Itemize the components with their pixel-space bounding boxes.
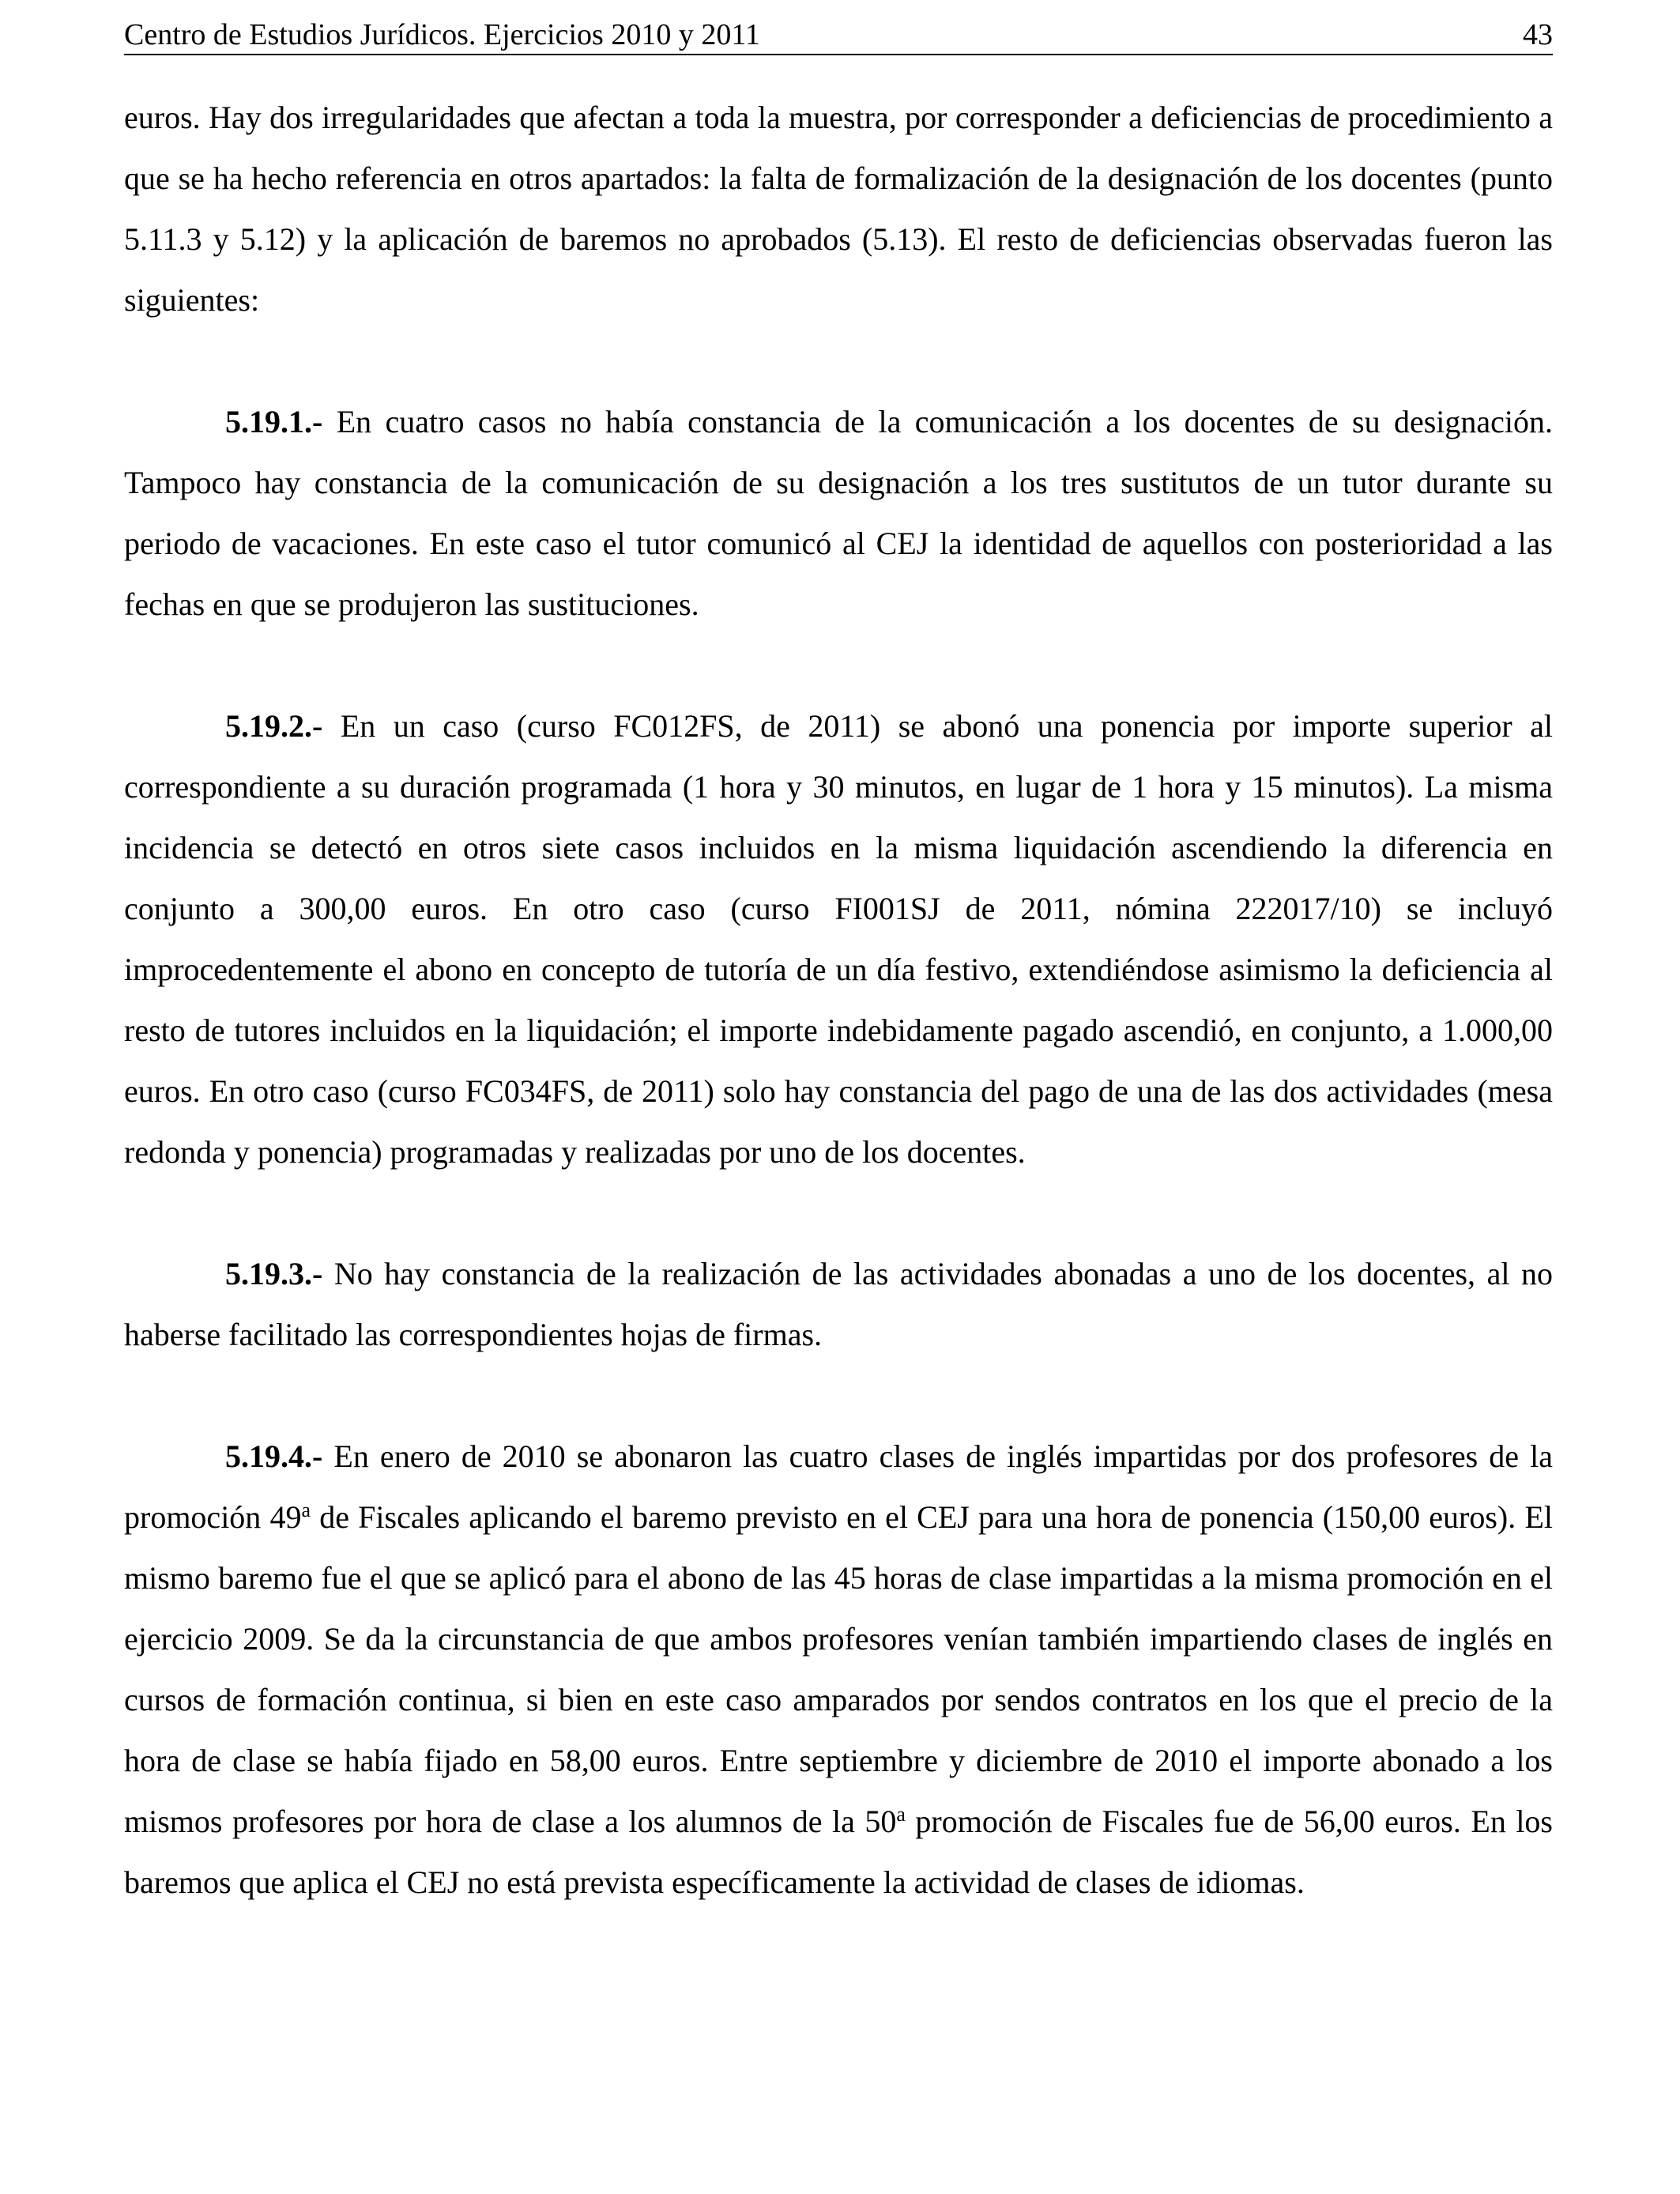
section-text: En cuatro casos no había constancia de la comunicación a los docentes de su designación. Tampoco hay constancia de la comunicación de su designación a los tres sustitutos de un tutor durante su periodo de vacaciones. En este caso el tutor comunicó al CEJ la identidad de aquellos con posterioridad a las fechas en que se produjeron las sustituciones. xyxy=(124,404,1554,622)
section-text: En un caso (curso FC012FS, de 2011) se abonó una ponencia por importe superior al correspondiente a su duración programada (1 hora y 30 minutos, en lugar de 1 hora y 15 minutos). La misma incidencia se detectó en otros siete casos incluidos en la misma liquidación ascendiendo la diferencia en conjunto a 300,00 euros. En otro caso (curso FI001SJ de 2011, nómina 222017/10) se incluyó improcedentemente el abono en concepto de tutoría de un día festivo, extendiéndose asimismo la deficiencia al resto de tutores incluidos en la liquidación; el importe indebidamente pagado ascendió, en conjunto, a 1.000,00 euros. En otro caso (curso FC034FS, de 2011) solo hay constancia del pago de una de las dos actividades (mesa redonda y ponencia) programadas y realizadas por uno de los docentes. xyxy=(124,708,1554,1170)
paragraph-5-19-4 xyxy=(124,1426,1553,1913)
section-text: No hay constancia de la realización de las actividades abonadas a uno de los docentes, al no haberse facilitado las correspondientes hojas de firmas. xyxy=(124,1256,1553,1352)
page-header xyxy=(124,16,1553,55)
ordinal-superscript: a xyxy=(896,1803,906,1826)
paragraph-5-19-3 xyxy=(124,1243,1553,1365)
document-body xyxy=(124,87,1553,1913)
section-number: 5.19.3.- xyxy=(225,1256,323,1291)
section-number: 5.19.2.- xyxy=(225,708,323,744)
section-number: 5.19.1.- xyxy=(225,404,323,439)
paragraph-intro: euros. Hay dos irregularidades que afectan a toda la muestra, por corresponder a deficiencias de procedimiento a que se ha hecho referencia en otros apartados: la falta de formalización de la designación de los docentes (punto 5.11.3 y 5.12) y la aplicación de baremos no aprobados (5.13). El resto de deficiencias observadas fueron las siguientes: xyxy=(124,100,1553,318)
header-title: Centro de Estudios Jurídicos. Ejercicios 2010 y 2011 xyxy=(124,18,760,51)
ordinal-superscript: a xyxy=(301,1498,311,1521)
paragraph-5-19-2 xyxy=(124,696,1553,1182)
section-text-part-c: promoción de Fiscales fue de 56,00 euros. En los baremos que aplica el CEJ no está prevista específicamente la actividad de clases de idiomas. xyxy=(124,1804,1554,1900)
section-number: 5.19.4.- xyxy=(225,1438,323,1474)
paragraph-5-19-1 xyxy=(124,391,1553,635)
section-text-part-b: de Fiscales aplicando el baremo previsto en el CEJ para una hora de ponencia (150,00 euros). El mismo baremo fue el que se aplicó para el abono de las 45 horas de clase impartidas a la misma promoción en el ejercicio 2009. Se da la circunstancia de que ambos profesores venían también impartiendo clases de inglés en cursos de formación continua, si bien en este caso amparados por sendos contratos en los que el precio de la hora de clase se había fijado en 58,00 euros. Entre septiembre y diciembre de 2010 el importe abonado a los mismos profesores por hora de clase a los alumnos de la 50 xyxy=(124,1499,1553,1839)
page-number: 43 xyxy=(1523,18,1553,51)
section-text-part-a: En enero de 2010 se abonaron las cuatro clases de inglés impartidas por dos profesores de la promoción 49 xyxy=(124,1438,1554,1535)
